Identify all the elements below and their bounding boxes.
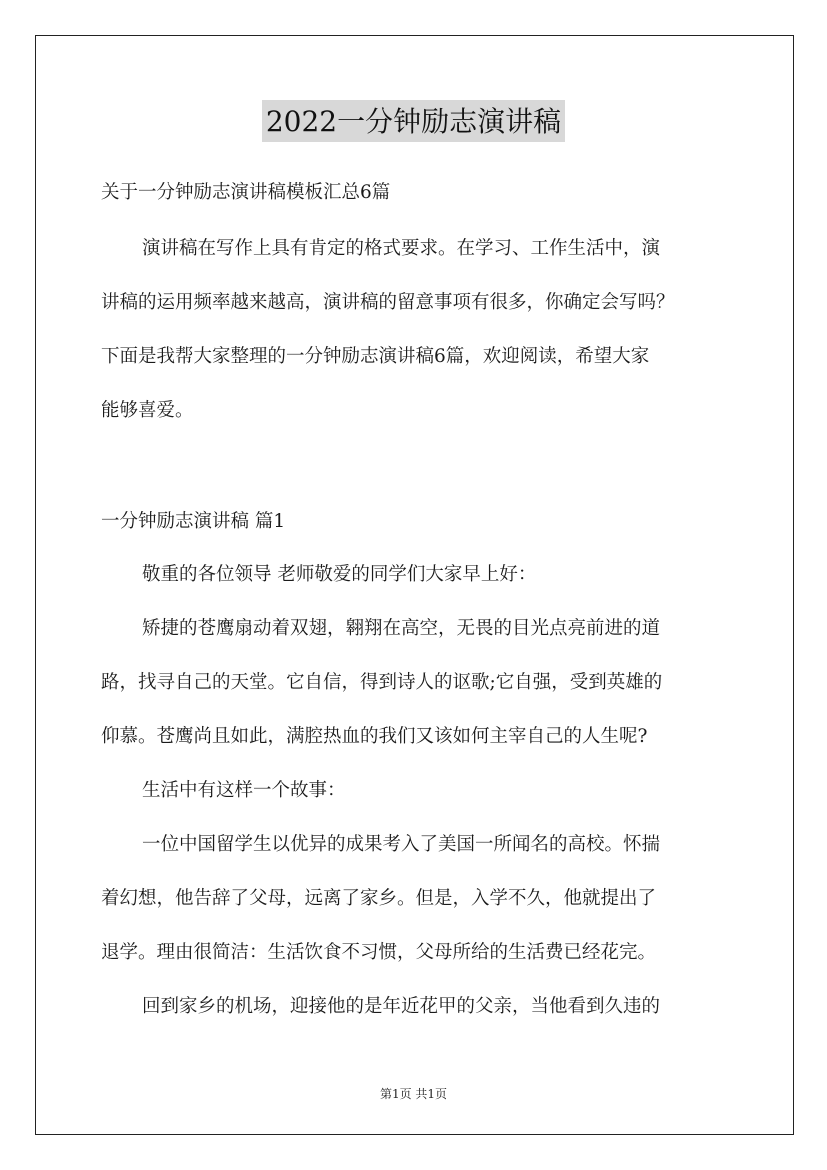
- intro-line: 讲稿的运用频率越来越高，演讲稿的留意事项有很多，你确定会写吗？: [101, 292, 675, 313]
- body-line: 生活中有这样一个故事：: [142, 780, 346, 801]
- page-footer: 第1页 共1页: [379, 1087, 448, 1101]
- body-line: 一位中国留学生以优异的成果考入了美国一所闻名的高校。怀揣: [142, 834, 661, 855]
- body-line: 敬重的各位领导 老师敬爱的同学们大家早上好：: [142, 564, 537, 585]
- title-container: [0, 100, 827, 142]
- body-line: 矫捷的苍鹰扇动着双翅，翱翔在高空，无畏的目光点亮前进的道: [142, 618, 661, 639]
- body-line: 回到家乡的机场，迎接他的是年近花甲的父亲，当他看到久违的: [142, 996, 661, 1017]
- section-heading: 一分钟励志演讲稿 篇1: [101, 511, 286, 532]
- body-line: 退学。理由很简洁：生活饮食不习惯，父母所给的生活费已经花完。: [101, 942, 657, 963]
- document-subtitle: 关于一分钟励志演讲稿模板汇总6篇: [101, 182, 391, 203]
- body-line: 路，找寻自己的天堂。它自信，得到诗人的讴歌;它自强，受到英雄的: [101, 672, 663, 693]
- intro-line: 下面是我帮大家整理的一分钟励志演讲稿6篇，欢迎阅读，希望大家: [101, 346, 650, 367]
- body-line: 仰慕。苍鹰尚且如此，满腔热血的我们又该如何主宰自己的人生呢?: [101, 726, 648, 747]
- intro-line: 能够喜爱。: [101, 400, 194, 421]
- intro-line: 演讲稿在写作上具有肯定的格式要求。在学习、工作生活中，演: [142, 238, 661, 259]
- document-title: 2022一分钟励志演讲稿: [262, 100, 565, 142]
- body-line: 着幻想，他告辞了父母，远离了家乡。但是，入学不久，他就提出了: [101, 888, 657, 909]
